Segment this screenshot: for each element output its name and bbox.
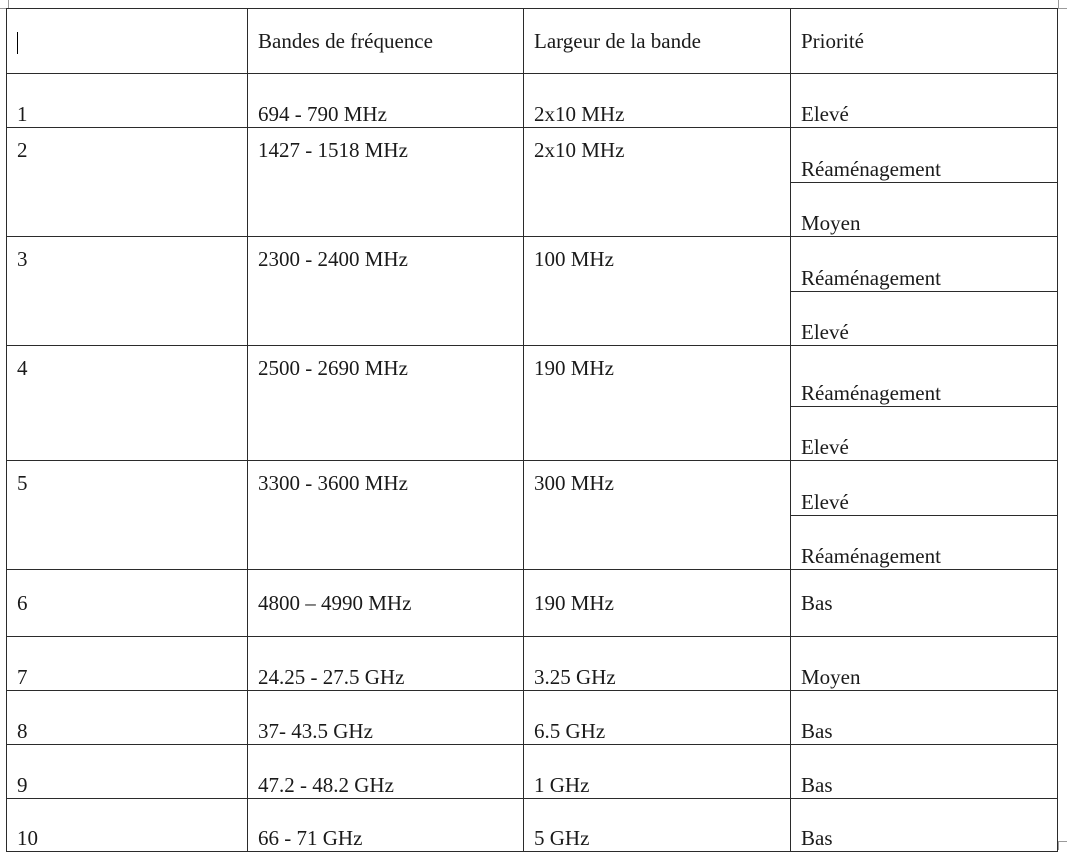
cell-priority[interactable]: Réaménagement [791,237,1058,292]
table-row [7,237,1058,292]
cell-number[interactable]: 4 [7,346,248,461]
cell-priority[interactable]: Moyen [791,637,1058,691]
cell-band[interactable]: 37- 43.5 GHz [248,691,524,745]
cell-band[interactable]: 24.25 - 27.5 GHz [248,637,524,691]
cell-priority[interactable]: Bas [791,570,1058,637]
cell-priority[interactable]: Bas [791,745,1058,799]
table-header-row [7,9,1058,74]
cell-number[interactable]: 1 [7,74,248,128]
cell-width[interactable]: 6.5 GHz [524,691,791,745]
cell-priority[interactable]: Bas [791,691,1058,745]
cell-number[interactable]: 3 [7,237,248,346]
cell-width[interactable]: 2x10 MHz [524,74,791,128]
cell-band[interactable]: 694 - 790 MHz [248,74,524,128]
cell-priority[interactable]: Elevé [791,407,1058,461]
cell-band[interactable]: 2500 - 2690 MHz [248,346,524,461]
cell-band[interactable]: 47.2 - 48.2 GHz [248,745,524,799]
cell-number[interactable]: 2 [7,128,248,237]
cell-priority[interactable]: Elevé [791,74,1058,128]
text-cursor [17,32,18,54]
header-cell-index[interactable] [7,9,248,74]
cell-band[interactable]: 66 - 71 GHz [248,799,524,852]
cell-width[interactable]: 3.25 GHz [524,637,791,691]
cell-band[interactable]: 2300 - 2400 MHz [248,237,524,346]
cell-priority[interactable]: Réaménagement [791,128,1058,183]
header-cell-width[interactable]: Largeur de la bande [524,9,791,74]
cell-priority[interactable]: Réaménagement [791,346,1058,407]
cell-priority[interactable]: Elevé [791,292,1058,346]
cell-number[interactable]: 9 [7,745,248,799]
cell-band[interactable]: 1427 - 1518 MHz [248,128,524,237]
table-row [7,745,1058,799]
cell-priority[interactable]: Bas [791,799,1058,852]
cell-width[interactable]: 190 MHz [524,570,791,637]
cell-number[interactable]: 6 [7,570,248,637]
cell-priority[interactable]: Elevé [791,461,1058,516]
cell-width[interactable]: 300 MHz [524,461,791,570]
cell-number[interactable]: 10 [7,799,248,852]
table-row [7,128,1058,183]
header-cell-band[interactable]: Bandes de fréquence [248,9,524,74]
table-row [7,637,1058,691]
cell-width[interactable]: 100 MHz [524,237,791,346]
cell-width[interactable]: 190 MHz [524,346,791,461]
cell-band[interactable]: 3300 - 3600 MHz [248,461,524,570]
page-corner-mark [1058,841,1067,850]
cell-priority[interactable]: Réaménagement [791,516,1058,570]
table-row [7,691,1058,745]
table-row [7,74,1058,128]
table-row [7,799,1058,852]
cell-width[interactable]: 5 GHz [524,799,791,852]
cell-priority[interactable]: Moyen [791,183,1058,237]
cell-width[interactable]: 1 GHz [524,745,791,799]
table-row [7,461,1058,516]
header-cell-priority[interactable]: Priorité [791,9,1058,74]
page-corner-mark [1058,0,1067,9]
cell-width[interactable]: 2x10 MHz [524,128,791,237]
table-row [7,346,1058,407]
cell-number[interactable]: 8 [7,691,248,745]
cell-number[interactable]: 7 [7,637,248,691]
cell-band[interactable]: 4800 – 4990 MHz [248,570,524,637]
cell-number[interactable]: 5 [7,461,248,570]
table-row [7,570,1058,637]
frequency-bands-table[interactable] [6,8,1058,852]
